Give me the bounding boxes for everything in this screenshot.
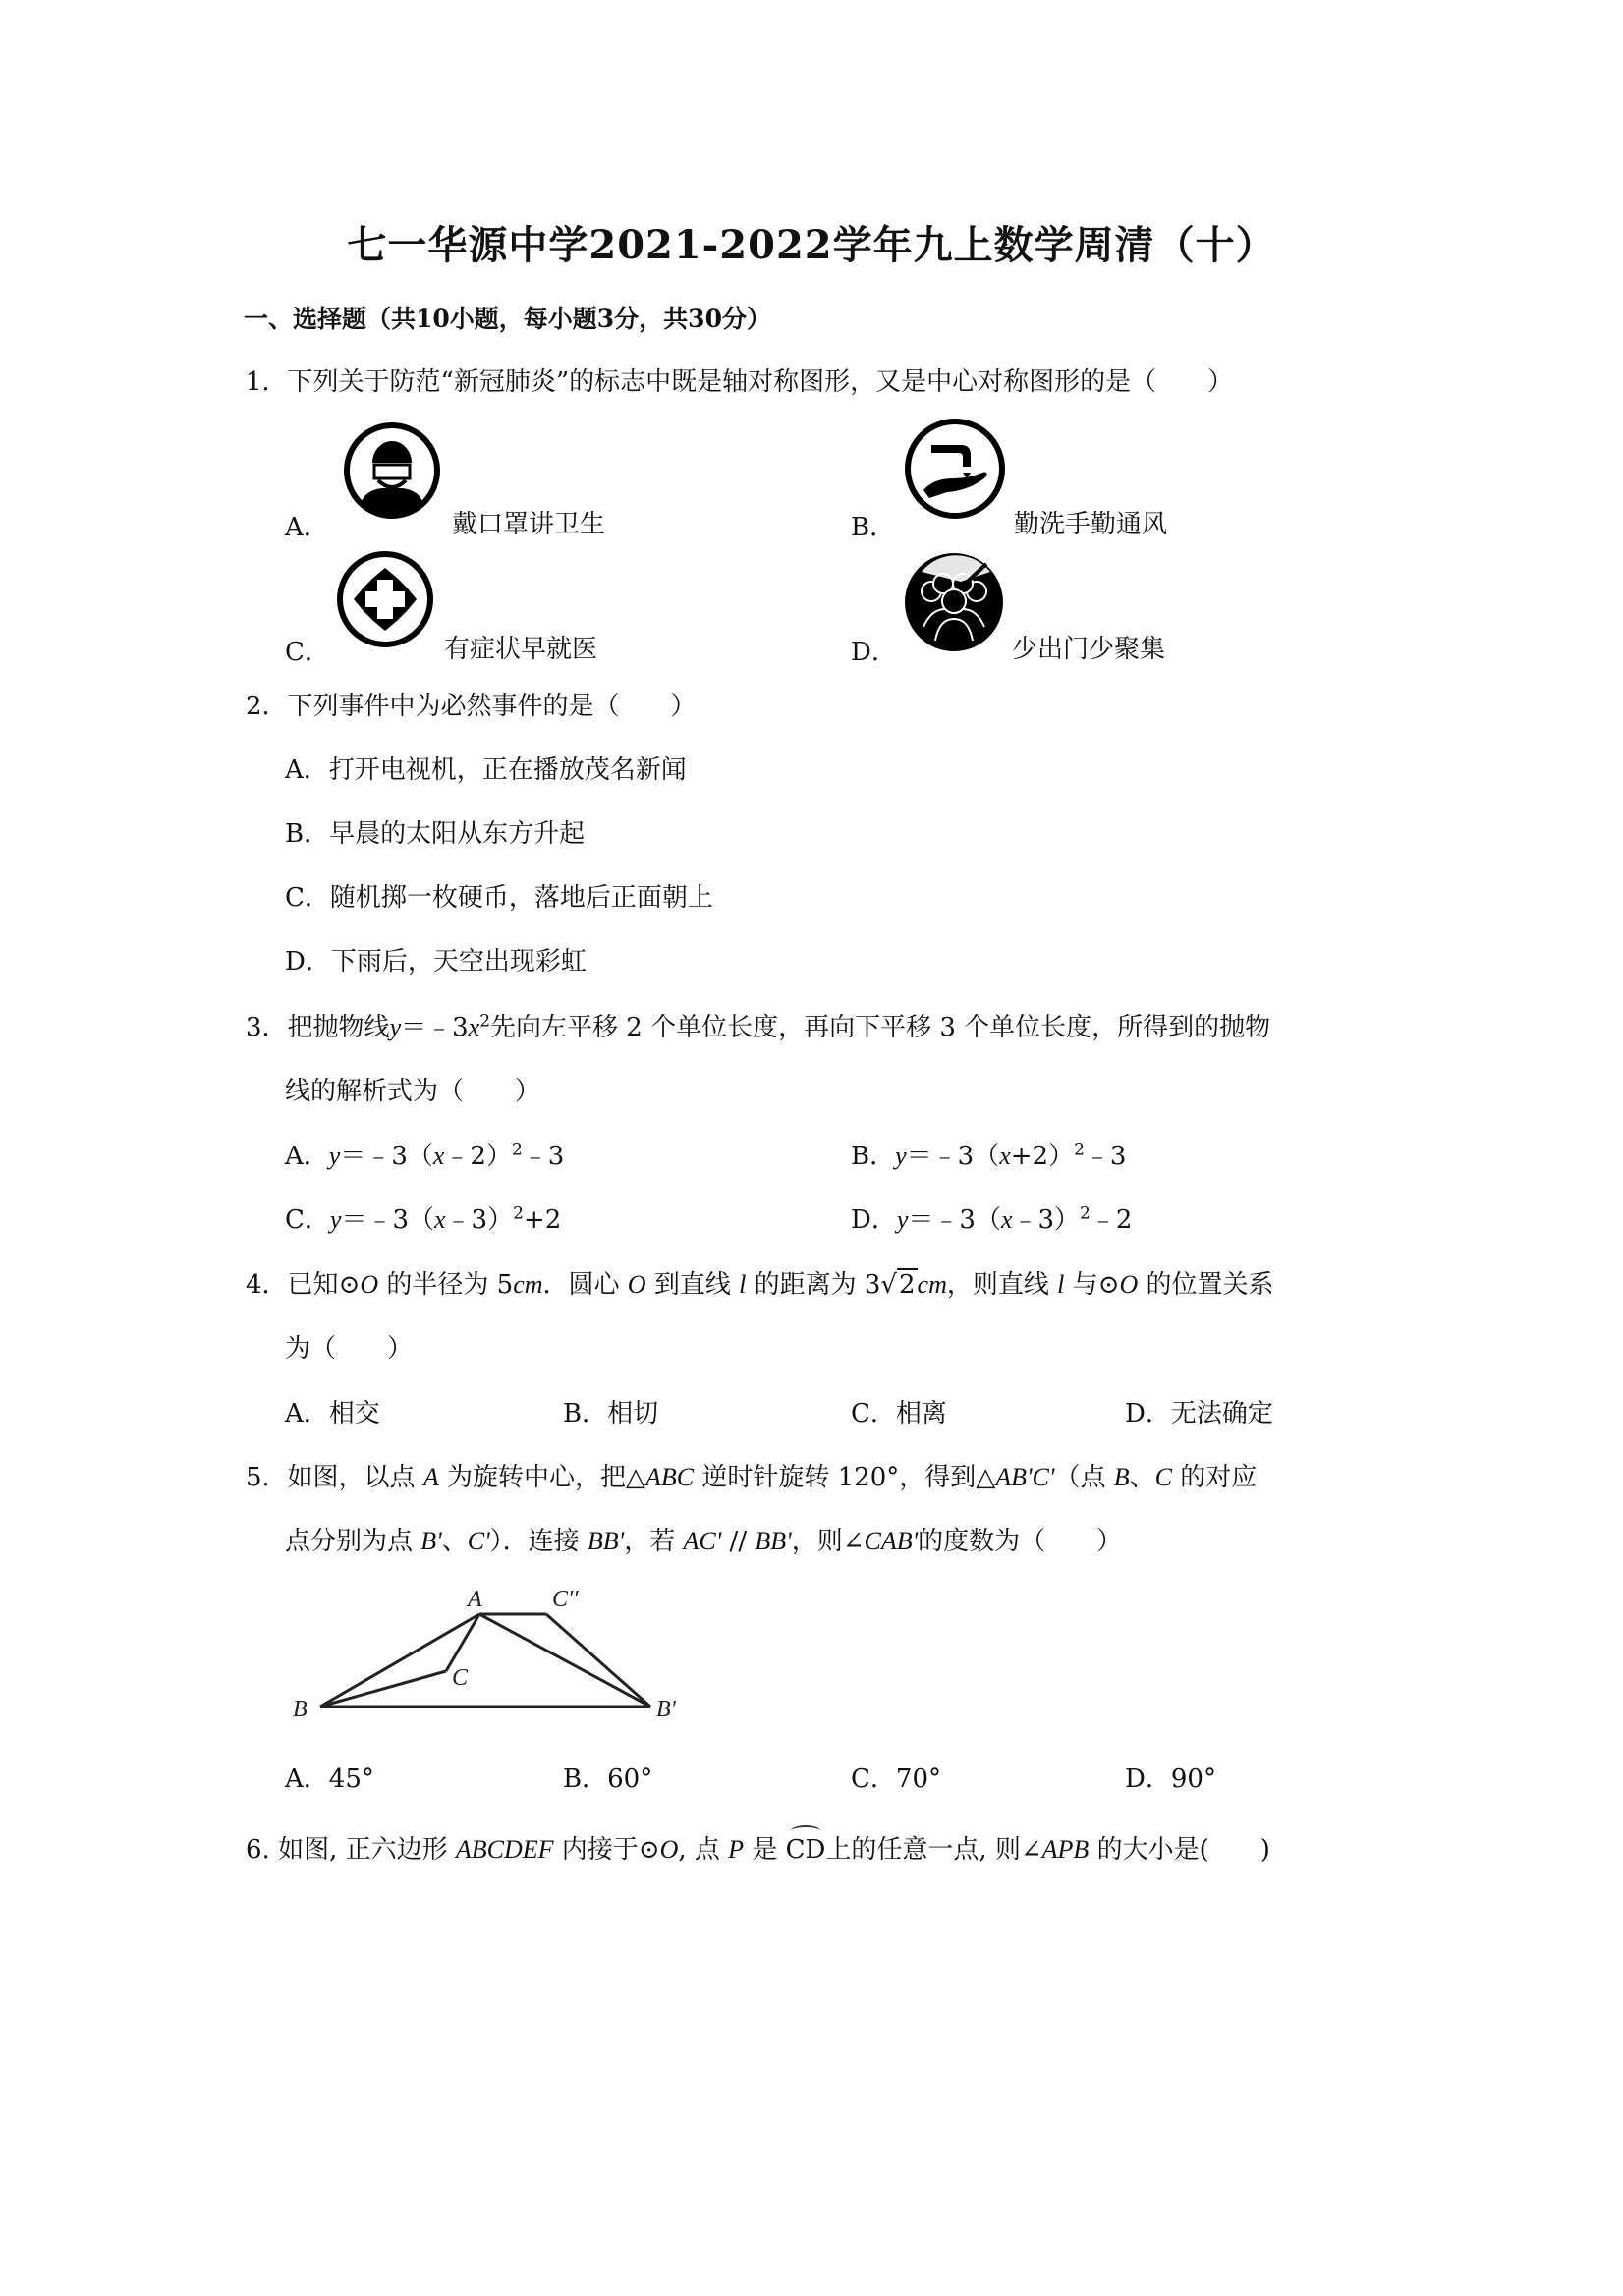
option-label: D． (285, 947, 331, 977)
var: B' (420, 1527, 442, 1555)
var: CAB' (864, 1527, 919, 1555)
option-label: B． (851, 513, 896, 542)
stem-text: 是 (744, 1835, 786, 1865)
question-3-option-a (285, 1136, 564, 1172)
exponent: 2 (511, 1140, 523, 1160)
option-text: 少出门少聚集 (1012, 635, 1166, 664)
stem-text: ，则∠ (791, 1527, 865, 1556)
option-text: 无法确定 (1170, 1399, 1273, 1428)
option-text: 90° (1170, 1764, 1216, 1794)
option-text: 60° (607, 1764, 653, 1794)
question-5-option-a (285, 1759, 374, 1795)
expr: ﹣3） (1012, 1205, 1081, 1235)
stem-text: ，则直线 (946, 1270, 1058, 1300)
option-label: D． (851, 638, 897, 667)
question-5-stem (246, 1457, 1257, 1493)
segment-ab (320, 1614, 479, 1707)
option-label: B． (563, 1399, 608, 1428)
stem-text: ，若 (624, 1527, 684, 1556)
var: P (728, 1835, 745, 1864)
question-4-stem-line2: 为（ ） (285, 1334, 414, 1364)
option-label: B． (563, 1764, 608, 1794)
medical-cross-icon (334, 548, 436, 650)
var-o: O (627, 1270, 646, 1299)
var: APB (1041, 1835, 1090, 1864)
question-number: 5． (246, 1463, 288, 1492)
question-3-stem (246, 1007, 1270, 1043)
expr: ＝﹣3（ (906, 1142, 1000, 1171)
var-y: y (896, 1205, 909, 1234)
var: C (1154, 1463, 1172, 1491)
question-2-option-a (285, 750, 687, 786)
option-label: A． (285, 756, 329, 785)
var: A (422, 1463, 439, 1491)
stem-text: 的距离为 3 (746, 1270, 881, 1300)
option-text: 打开电视机，正在播放茂名新闻 (328, 756, 687, 785)
label-c: C (452, 1665, 469, 1691)
var-y: y (895, 1142, 907, 1170)
expr: ＝﹣3（ (341, 1205, 434, 1235)
var: B (1113, 1463, 1130, 1491)
var: ABC (644, 1463, 695, 1491)
var-o: O (1119, 1270, 1139, 1299)
label-a: A (468, 1587, 482, 1612)
var-y: y (328, 1142, 341, 1170)
arc-cd: CD (785, 1835, 826, 1865)
question-2-option-d (285, 941, 587, 978)
segment-bc (320, 1671, 446, 1707)
option-label: B． (285, 819, 330, 849)
option-label: B． (851, 1142, 896, 1171)
radicand: 2 (899, 1270, 916, 1300)
exponent: 2 (513, 1204, 524, 1224)
option-label: C． (851, 1764, 896, 1794)
var: O (659, 1835, 679, 1864)
var-l: l (739, 1270, 747, 1299)
stem-text: 上的任意一点, 则∠ (825, 1835, 1042, 1865)
question-5-option-d (1125, 1759, 1216, 1795)
stem-text: , 点 (678, 1835, 729, 1865)
stem-text: 逆时针旋转 120°，得到△ (694, 1463, 996, 1492)
stem-text: 到直线 (645, 1270, 740, 1300)
expr: ﹣3 (1084, 1142, 1127, 1171)
var: AB'C' (995, 1463, 1055, 1491)
option-label: A． (285, 1399, 329, 1428)
question-1-stem: 1．下列关于防范“新冠肺炎”的标志中既是轴对称图形，又是中心对称图形的是（ ） (246, 367, 1234, 397)
stem-text: ．圆心 (542, 1270, 628, 1300)
var-x: x (432, 1142, 445, 1170)
question-4-option-c (851, 1393, 947, 1429)
question-4-stem (246, 1264, 1273, 1301)
question-number: 3． (246, 1013, 288, 1042)
hand-washing-icon (902, 416, 1008, 522)
var-x: x (1000, 1205, 1013, 1234)
var-y: y (329, 1205, 342, 1234)
question-2-stem: 2．下列事件中为必然事件的是（ ） (246, 692, 697, 721)
question-3-option-d (851, 1200, 1132, 1236)
question-3-stem-line2: 线的解析式为（ ） (285, 1077, 541, 1106)
option-text: 早晨的太阳从东方升起 (329, 819, 586, 849)
section-heading: 一、选择题（共10小题，每小题3分，共30分） (244, 305, 771, 333)
expr: ﹣2 (1090, 1205, 1133, 1235)
segment-ab-prime (479, 1614, 650, 1707)
unit-cm: cm (513, 1270, 543, 1299)
question-5-option-c (851, 1759, 941, 1795)
unit-cm: cm (917, 1270, 947, 1299)
stem-text: // (721, 1527, 756, 1556)
var: ABCDEF (455, 1835, 554, 1864)
var: BB' (755, 1527, 792, 1555)
stem-text: 的大小是( ) (1089, 1835, 1270, 1865)
stem-text: 如图，以点 (287, 1463, 423, 1492)
option-text: 勤洗手勤通风 (1014, 510, 1168, 539)
option-text: 45° (328, 1764, 374, 1794)
page-title: 七一华源中学2021-2022学年九上数学周清（十） (347, 222, 1276, 268)
var-x: x (999, 1142, 1011, 1170)
stem-text: 与⊙ (1064, 1270, 1120, 1300)
expr: ﹣3 (522, 1142, 565, 1171)
question-number: 4． (246, 1270, 288, 1300)
option-text: 戴口罩讲卫生 (452, 510, 606, 539)
option-text: 相切 (607, 1399, 659, 1428)
mask-person-icon (341, 420, 443, 522)
option-text: 下雨后，天空出现彩虹 (330, 947, 587, 977)
option-text: 70° (895, 1764, 941, 1794)
var: AC' (683, 1527, 722, 1555)
option-label: A． (285, 513, 329, 542)
question-5-stem-line2 (285, 1521, 1122, 1557)
option-text: 相交 (328, 1399, 380, 1428)
option-text: 相离 (895, 1399, 947, 1428)
stem-text: 的对应 (1171, 1463, 1258, 1492)
stem-text: 内接于⊙ (553, 1835, 660, 1865)
option-text: 随机掷一枚硬币，落地后正面朝上 (329, 883, 713, 913)
option-label: C． (851, 1399, 896, 1428)
expr: +2） (1010, 1142, 1075, 1171)
question-4-option-a (285, 1393, 380, 1429)
no-crowd-icon (902, 550, 1006, 654)
stem-text: 、 (1129, 1463, 1155, 1492)
question-3-option-c (285, 1200, 561, 1236)
var-l: l (1057, 1270, 1065, 1299)
question-3-option-b (851, 1136, 1126, 1172)
rotation-figure (285, 1577, 698, 1724)
question-5-option-b (563, 1759, 652, 1795)
option-label: C． (285, 1205, 330, 1235)
stem-text: 的半径为 5 (378, 1270, 514, 1300)
var: C' (467, 1527, 490, 1555)
option-label: D． (851, 1205, 897, 1235)
option-label: D． (1125, 1399, 1171, 1428)
stem-text: 、 (441, 1527, 468, 1556)
expr: ＝﹣3（ (340, 1142, 433, 1171)
exponent: 2 (1074, 1140, 1085, 1160)
option-text: 有症状早就医 (444, 635, 598, 664)
stem-text: 的位置关系 (1138, 1270, 1274, 1300)
label-c-prime: C′′ (552, 1587, 579, 1612)
stem-text: 6. 如图, 正六边形 (246, 1835, 456, 1865)
expr: ﹣2） (444, 1142, 512, 1171)
label-b-prime: B′ (656, 1697, 676, 1722)
expr: +2 (523, 1205, 562, 1235)
expr: ＝﹣3（ (908, 1205, 1001, 1235)
var-x: x (434, 1205, 446, 1234)
stem-text: 的度数为（ ） (918, 1527, 1123, 1556)
exponent: 2 (479, 1011, 491, 1032)
question-6-stem (246, 1829, 1270, 1866)
question-4-option-d (1125, 1393, 1273, 1429)
option-label: A． (285, 1764, 329, 1794)
exponent: 2 (1080, 1204, 1091, 1224)
option-label: C． (285, 638, 330, 667)
var: BB' (587, 1527, 625, 1555)
var-x: x (468, 1013, 480, 1041)
stem-text: 已知⊙ (287, 1270, 361, 1300)
option-label: D． (1125, 1764, 1171, 1794)
question-2-option-b (285, 813, 585, 850)
stem-text: 先向左平移 2 个单位长度，再向下平移 3 个单位长度，所得到的抛物 (490, 1013, 1271, 1042)
question-2-option-c (285, 877, 713, 914)
stem-text: 把抛物线 (287, 1013, 390, 1042)
stem-text: 点分别为点 (285, 1527, 421, 1556)
stem-text: （点 (1054, 1463, 1114, 1492)
stem-text: ＝﹣3 (401, 1013, 469, 1042)
stem-text: 为旋转中心，把△ (438, 1463, 645, 1492)
var-o: O (360, 1270, 379, 1299)
sqrt-sign-icon: √ (880, 1270, 897, 1300)
label-b: B (293, 1697, 308, 1722)
option-label: A． (285, 1142, 329, 1171)
option-label: C． (285, 883, 330, 913)
stem-text: ）．连接 (489, 1527, 588, 1556)
var-y: y (389, 1013, 402, 1041)
question-4-option-b (563, 1393, 658, 1429)
expr: ﹣3） (445, 1205, 514, 1235)
